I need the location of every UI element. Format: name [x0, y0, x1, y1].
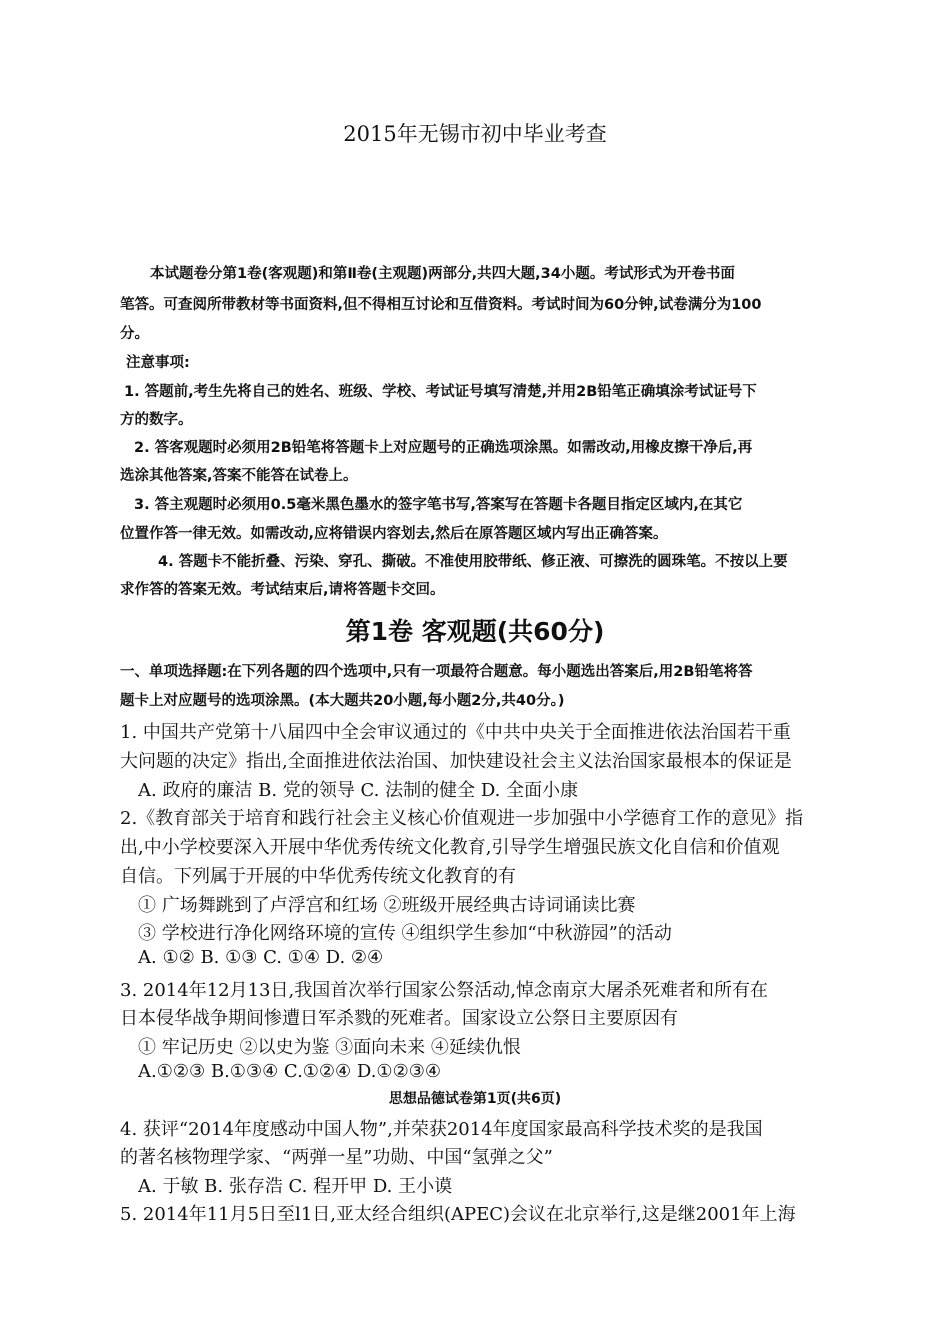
question-options: A. 政府的廉洁 B. 党的领导 C. 法制的健全 D. 全面小康: [138, 780, 579, 801]
intro-line: 分。: [120, 326, 149, 342]
question-options: A. ①② B. ①③ C. ①④ D. ②④: [138, 947, 384, 968]
note-line: 方的数字。: [120, 412, 193, 428]
notes-title: 注意事项:: [126, 355, 190, 371]
question-options: A. 于敏 B. 张存浩 C. 程开甲 D. 王小谟: [138, 1176, 453, 1197]
section-title: 第1卷 客观题(共60分): [345, 617, 605, 646]
question-text: 3. 2014年12月13日,我国首次举行国家公祭活动,悼念南京大屠杀死难者和所有在: [120, 980, 768, 1001]
question-statement: ① 广场舞跳到了卢浮宫和红场 ②班级开展经典古诗词诵读比赛: [138, 895, 636, 916]
intro-line: 笔答。可查阅所带教材等书面资料,但不得相互讨论和互借资料。考试时间为60分钟,试卷满分为100: [120, 297, 762, 313]
question-options: A.①②③ B.①③④ C.①②④ D.①②③④: [138, 1061, 441, 1082]
question-text: 出,中小学校要深入开展中华优秀传统文化教育,引导学生增强民族文化自信和价值观: [120, 837, 780, 858]
section-instruction: 题卡上对应题号的选项涂黑。(本大题共20小题,每小题2分,共40分。): [120, 693, 565, 709]
question-text: 大问题的决定》指出,全面推进依法治国、加快建设社会主义法治国家最根本的保证是: [120, 751, 792, 772]
page-footer: 思想品德试卷第1页(共6页): [388, 1091, 562, 1107]
question-text: 5. 2014年11月5日至l1日,亚太经合组织(APEC)会议在北京举行,这是继2001年上海: [120, 1204, 796, 1225]
question-text: 日本侵华战争期间惨遭日军杀戮的死难者。国家设立公祭日主要原因有: [120, 1008, 678, 1029]
intro-line: 本试题卷分第1卷(客观题)和第Ⅱ卷(主观题)两部分,共四大题,34小题。考试形式为开卷书面: [150, 266, 735, 282]
exam-subtitle: 2015年无锡市初中毕业考查: [343, 122, 607, 146]
section-instruction: 一、单项选择题:在下列各题的四个选项中,只有一项最符合题意。每小题选出答案后,用2B铅笔将答: [120, 664, 753, 680]
question-text: 2.《教育部关于培育和践行社会主义核心价值观进一步加强中小学德育工作的意见》指: [120, 808, 804, 829]
note-line: 3. 答主观题时必须用0.5毫米黑色墨水的签字笔书写,答案写在答题卡各题目指定区域内,在其它: [134, 497, 743, 513]
question-statement: ① 牢记历史 ②以史为鉴 ③面向未来 ④延续仇恨: [138, 1037, 521, 1058]
note-line: 1. 答题前,考生先将自己的姓名、班级、学校、考试证号填写清楚,并用2B铅笔正确填涂考试证号下: [124, 384, 757, 400]
note-line: 求作答的答案无效。考试结束后,请将答题卡交回。: [120, 582, 445, 598]
question-text: 自信。下列属于开展的中华优秀传统文化教育的有: [120, 866, 516, 887]
note-line: 位置作答一律无效。如需改动,应将错误内容划去,然后在原答题区域内写出正确答案。: [120, 526, 668, 542]
note-line: 4. 答题卡不能折叠、污染、穿孔、撕破。不准使用胶带纸、修正液、可擦洗的圆珠笔。不按以上要: [158, 554, 788, 570]
question-statement: ③ 学校进行净化网络环境的宣传 ④组织学生参加“中秋游园”的活动: [138, 923, 672, 944]
note-line: 2. 答客观题时必须用2B铅笔将答题卡上对应题号的正确选项涂黑。如需改动,用橡皮擦干净后,再: [134, 440, 753, 456]
question-text: 4. 获评“2014年度感动中国人物”,并荣获2014年度国家最高科学技术奖的是我国: [120, 1119, 763, 1140]
question-text: 1. 中国共产党第十八届四中全会审议通过的《中共中央关于全面推进依法治国若干重: [120, 722, 791, 743]
question-text: 的著名核物理学家、“两弹一星”功勋、中国“氢弹之父”: [120, 1147, 553, 1168]
note-line: 选涂其他答案,答案不能答在试卷上。: [120, 468, 358, 484]
